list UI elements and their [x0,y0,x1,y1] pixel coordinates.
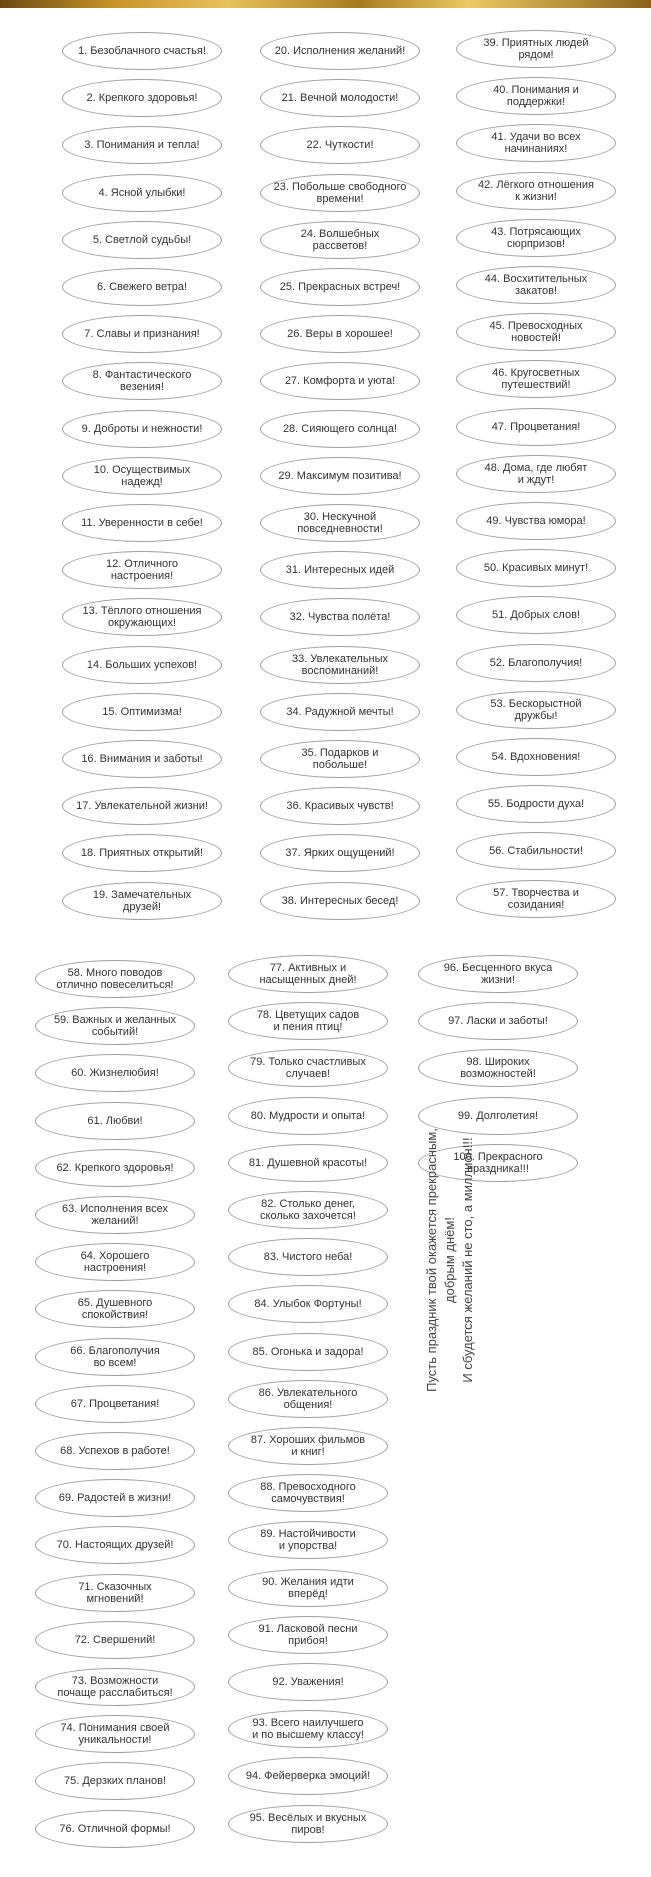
wish-item-38: 38. Интересных бесед! [260,882,420,920]
wish-item-11: 11. Уверенности в себе! [62,504,222,542]
wish-item-37: 37. Ярких ощущений! [260,834,420,872]
wish-item-8: 8. Фантастического везения! [62,362,222,400]
wish-item-12: 12. Отличного настроения! [62,551,222,589]
wish-item-49: 49. Чувства юмора! [456,502,616,540]
wish-item-67: 67. Процветания! [35,1385,195,1423]
wish-item-75: 75. Дерзких планов! [35,1762,195,1800]
wish-item-60: 60. Жизнелюбия! [35,1054,195,1092]
wish-item-1: 1. Безоблачного счастья! [62,32,222,70]
wish-item-92: 92. Уважения! [228,1663,388,1701]
wish-item-94: 94. Фейерверка эмоций! [228,1757,388,1795]
wish-item-85: 85. Огонька и задора! [228,1333,388,1371]
wish-item-22: 22. Чуткости! [260,126,420,164]
wish-item-62: 62. Крепкого здоровья! [35,1149,195,1187]
wish-item-61: 61. Любви! [35,1102,195,1140]
wish-item-74: 74. Понимания своей уникальности! [35,1715,195,1753]
wish-item-45: 45. Превосходных новостей! [456,313,616,351]
wish-item-84: 84. Улыбок Фортуны! [228,1285,388,1323]
wish-item-81: 81. Душевной красоты! [228,1144,388,1182]
wish-item-23: 23. Побольше свободного времени! [260,174,420,212]
closing-text-rotated [423,1095,477,1425]
wish-item-70: 70. Настоящих друзей! [35,1526,195,1564]
wish-item-51: 51. Добрых слов! [456,596,616,634]
closing-line-2: добрым днём! [442,1217,457,1303]
wish-item-96: 96. Бесценного вкуса жизни! [418,955,578,993]
wish-item-24: 24. Волшебных рассветов! [260,221,420,259]
wish-item-7: 7. Славы и признания! [62,315,222,353]
wish-item-13: 13. Тёплого отношения окружающих! [62,598,222,636]
wish-item-30: 30. Нескучной повседневности! [260,504,420,542]
wish-item-98: 98. Широких возможностей! [418,1049,578,1087]
wish-item-25: 25. Прекрасных встреч! [260,268,420,306]
wish-item-82: 82. Столько денег, сколько захочется! [228,1191,388,1229]
wish-item-5: 5. Светлой судьбы! [62,221,222,259]
wish-item-97: 97. Ласки и заботы! [418,1002,578,1040]
wish-item-18: 18. Приятных открытий! [62,834,222,872]
wish-item-54: 54. Вдохновения! [456,738,616,776]
wish-item-77: 77. Активных и насыщенных дней! [228,955,388,993]
wish-item-55: 55. Бодрости духа! [456,785,616,823]
wish-item-58: 58. Много поводов отлично повеселиться! [35,960,195,998]
closing-line-3: И сбудется желаний не сто, а миллион!!! [460,1137,475,1383]
wish-item-87: 87. Хороших фильмов и книг! [228,1427,388,1465]
wish-item-40: 40. Понимания и поддержки! [456,77,616,115]
wish-item-34: 34. Радужной мечты! [260,693,420,731]
wish-item-90: 90. Желания идти вперёд! [228,1569,388,1607]
wish-item-80: 80. Мудрости и опыта! [228,1097,388,1135]
wish-item-20: 20. Исполнения желаний! [260,32,420,70]
wish-item-35: 35. Подарков и побольше! [260,740,420,778]
wish-item-43: 43. Потрясающих сюрпризов! [456,219,616,257]
wish-item-41: 41. Удачи во всех начинаниях! [456,124,616,162]
wish-item-73: 73. Возможности почаще расслабиться! [35,1668,195,1706]
wish-item-83: 83. Чистого неба! [228,1238,388,1276]
wish-item-69: 69. Радостей в жизни! [35,1479,195,1517]
wish-item-19: 19. Замечательных друзей! [62,882,222,920]
wish-item-33: 33. Увлекательных воспоминаний! [260,646,420,684]
wish-item-91: 91. Ласковой песни прибоя! [228,1616,388,1654]
closing-line-1: Пусть праздник твой окажется прекрасным, [424,1128,439,1392]
wish-item-42: 42. Лёгкого отношения к жизни! [456,172,616,210]
wish-item-88: 88. Превосходного самочувствия! [228,1474,388,1512]
wish-item-57: 57. Творчества и созидания! [456,880,616,918]
wish-item-79: 79. Только счастливых случаев! [228,1049,388,1087]
wish-item-31: 31. Интересных идей [260,551,420,589]
wish-item-72: 72. Свершений! [35,1621,195,1659]
wish-item-10: 10. Осуществимых надежд! [62,457,222,495]
wish-item-14: 14. Больших успехов! [62,646,222,684]
wish-item-95: 95. Весёлых и вкусных пиров! [228,1805,388,1843]
wish-item-86: 86. Увлекательного общения! [228,1380,388,1418]
wish-item-99: 99. Долголетия! [418,1097,578,1135]
wish-item-53: 53. Бескорыстной дружбы! [456,691,616,729]
wish-item-68: 68. Успехов в работе! [35,1432,195,1470]
wish-item-17: 17. Увлекательной жизни! [62,787,222,825]
wish-item-36: 36. Красивых чувств! [260,787,420,825]
wish-item-89: 89. Настойчивости и упорства! [228,1521,388,1559]
wish-item-3: 3. Понимания и тепла! [62,126,222,164]
wish-item-50: 50. Красивых минут! [456,549,616,587]
wish-item-56: 56. Стабильности! [456,832,616,870]
wish-item-32: 32. Чувства полёта! [260,598,420,636]
wish-item-52: 52. Благополучия! [456,644,616,682]
wish-item-47: 47. Процветания! [456,408,616,446]
wish-item-2: 2. Крепкого здоровья! [62,79,222,117]
wish-item-26: 26. Веры в хорошее! [260,315,420,353]
wish-item-71: 71. Сказочных мгновений! [35,1574,195,1612]
wish-item-15: 15. Оптимизма! [62,693,222,731]
wish-item-78: 78. Цветущих садов и пения птиц! [228,1002,388,1040]
wish-item-39: 39. Приятных людей рядом! [456,30,616,68]
wish-item-76: 76. Отличной формы! [35,1810,195,1848]
wish-item-48: 48. Дома, где любят и ждут! [456,455,616,493]
wish-item-27: 27. Комфорта и уюта! [260,362,420,400]
wish-item-100: 100. Прекрасного праздника!!! [418,1144,578,1182]
wish-item-6: 6. Свежего ветра! [62,268,222,306]
wish-item-29: 29. Максимум позитива! [260,457,420,495]
wish-item-16: 16. Внимания и заботы! [62,740,222,778]
wish-item-59: 59. Важных и желанных событий! [35,1007,195,1045]
wish-item-46: 46. Кругосветных путешествий! [456,360,616,398]
wish-item-66: 66. Благополучия во всем! [35,1338,195,1376]
wish-item-21: 21. Вечной молодости! [260,79,420,117]
wish-item-63: 63. Исполнения всех желаний! [35,1196,195,1234]
wish-item-28: 28. Сияющего солнца! [260,410,420,448]
closing-text [424,1128,475,1392]
wish-item-9: 9. Доброты и нежности! [62,410,222,448]
wish-item-65: 65. Душевного спокойствия! [35,1290,195,1328]
wish-item-93: 93. Всего наилучшего и по высшему классу! [228,1710,388,1748]
wish-item-44: 44. Восхитительных закатов! [456,266,616,304]
wish-item-64: 64. Хорошего настроения! [35,1243,195,1281]
wish-item-4: 4. Ясной улыбки! [62,174,222,212]
